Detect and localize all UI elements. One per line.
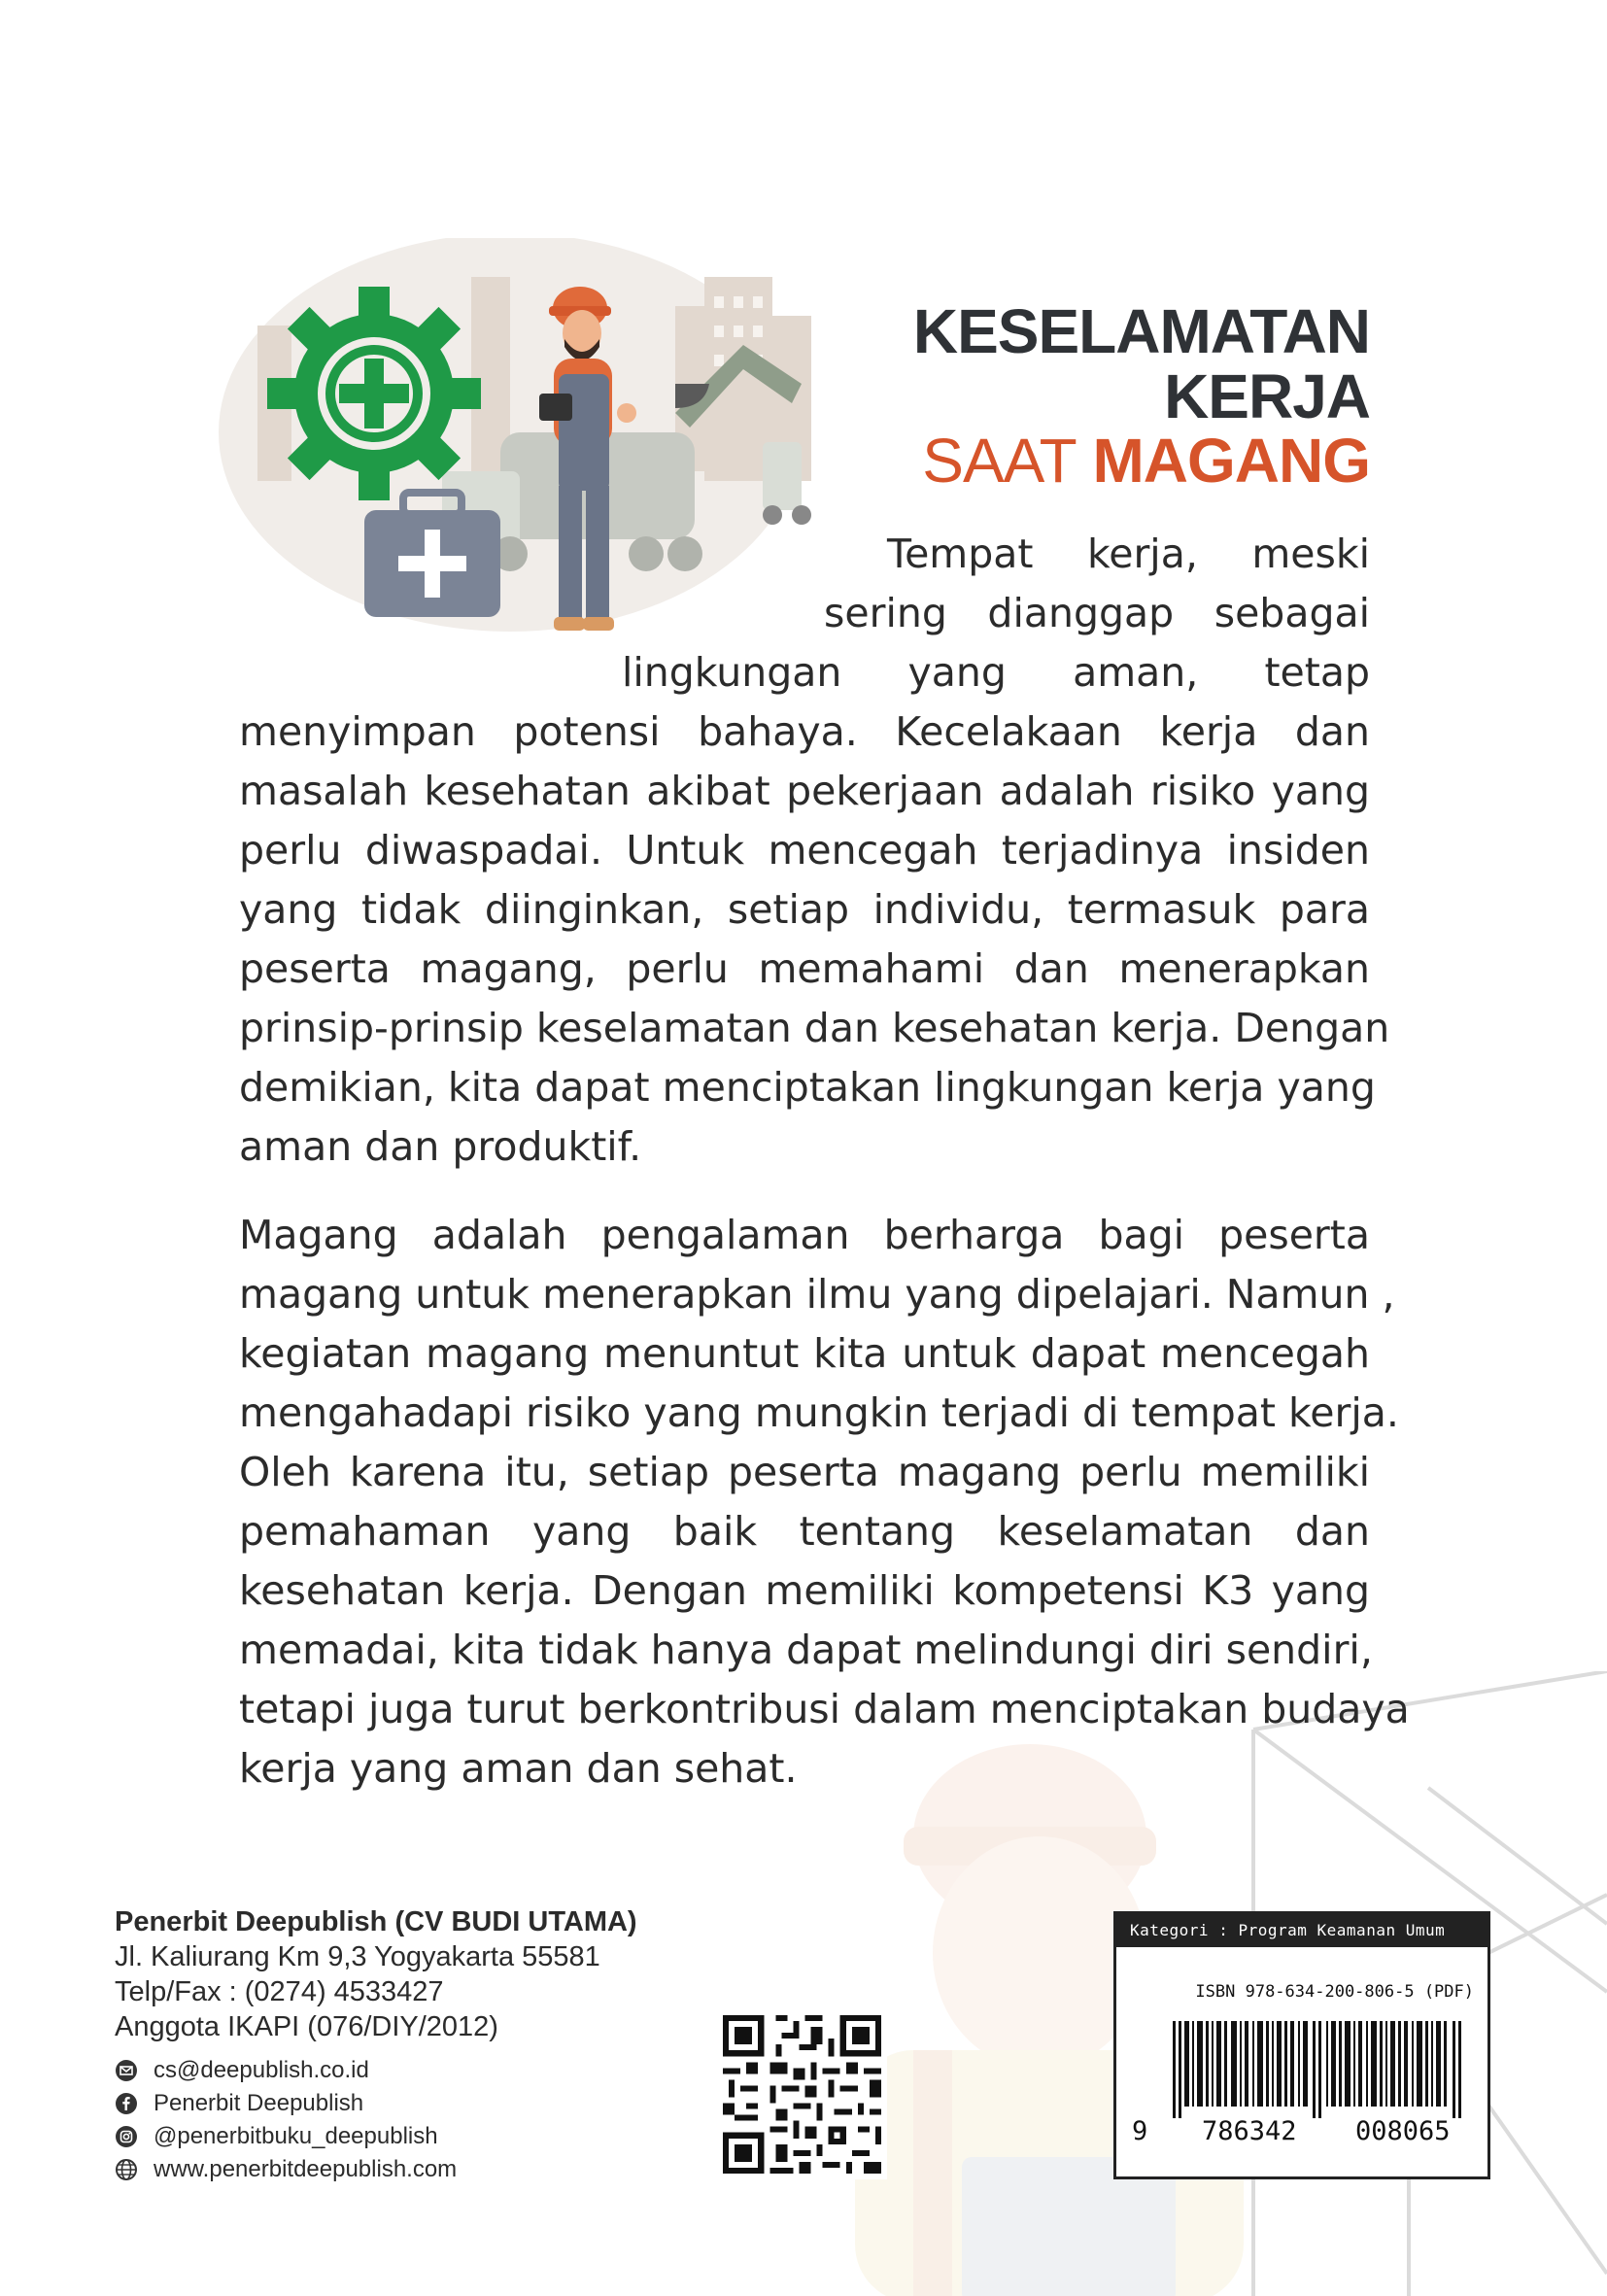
contact-facebook[interactable] [115, 2087, 637, 2120]
contact-instagram[interactable] [115, 2120, 637, 2153]
text-line: mengahadapi risiko yang mungkin terjadi di tempat kerja. [239, 1389, 1399, 1436]
contact-email-text: cs@deepublish.co.id [154, 2057, 369, 2083]
text-line: aman dan produktif. [239, 1123, 642, 1170]
globe-icon [115, 2158, 138, 2181]
contact-instagram-text: @penerbitbuku_deepublish [154, 2123, 438, 2149]
facebook-icon [115, 2092, 138, 2115]
text-line: kesehatan kerja. Dengan memiliki kompetensi K3 yang [239, 1567, 1370, 1614]
isbn-number: ISBN 978-634-200-806-5 (PDF) [1195, 1982, 1474, 2002]
email-icon [115, 2059, 138, 2082]
text-line: memadai, kita tidak hanya dapat melindungi diri sendiri, [239, 1627, 1373, 1673]
text-line: peserta magang, perlu memahami dan menerapkan [239, 945, 1370, 992]
text-line: Tempat kerja, meski [887, 531, 1370, 577]
isbn-barcode-box [1113, 1911, 1490, 2179]
instagram-icon [115, 2125, 138, 2148]
title-light-word: SAAT [922, 426, 1077, 497]
qr-code[interactable] [717, 2009, 887, 2179]
publisher-phone: Telp/Fax : (0274) 4533427 [115, 1976, 444, 2007]
contact-list [115, 2054, 637, 2186]
barcode-bars [1173, 2021, 1464, 2118]
text-line: menyimpan potensi bahaya. Kecelakaan kerja dan [239, 708, 1370, 755]
safety-gear-icon [267, 287, 481, 500]
text-line: masalah kesehatan akibat pekerjaan adalah risiko yang [239, 768, 1370, 814]
title-line-3 [913, 426, 1370, 497]
text-line: prinsip-prinsip keselamatan dan kesehatan kerja. Dengan [239, 1005, 1390, 1051]
title-line-1: KESELAMATAN [912, 296, 1370, 366]
publisher-address: Jl. Kaliurang Km 9,3 Yogyakarta 55581 [115, 1941, 600, 1972]
publisher-member: Anggota IKAPI (076/DIY/2012) [115, 2011, 498, 2042]
title-line-2: KERJA [1164, 360, 1370, 431]
title-bold-word: MAGANG [1092, 426, 1370, 497]
publisher-name: Penerbit Deepublish (CV BUDI UTAMA) [115, 1906, 637, 1937]
text-line: tetapi juga turut berkontribusi dalam menciptakan budaya [239, 1686, 1410, 1732]
text-line: kerja yang aman dan sehat. [239, 1745, 798, 1792]
book-title [912, 296, 1370, 497]
text-line: Oleh karena itu, setiap peserta magang perlu memiliki [239, 1449, 1370, 1495]
text-line: demikian, kita dapat menciptakan lingkungan kerja yang [239, 1064, 1376, 1111]
text-line: perlu diwaspadai. Untuk mencegah terjadinya insiden [239, 827, 1370, 874]
text-line: yang tidak diinginkan, setiap individu, termasuk para [239, 886, 1370, 933]
synopsis-paragraph-1 [239, 525, 1390, 1177]
text-line: sering dianggap sebagai [824, 590, 1370, 636]
isbn-category: Kategori : Program Keamanan Umum [1116, 1914, 1487, 1947]
synopsis-paragraph-2 [239, 1206, 1410, 1799]
contact-email[interactable] [115, 2054, 637, 2087]
barcode-digits-right: 008065 [1355, 2116, 1451, 2146]
text-line: pemahaman yang baik tentang keselamatan dan [239, 1508, 1370, 1555]
contact-website-text: www.penerbitdeepublish.com [154, 2156, 458, 2182]
text-line: magang untuk menerapkan ilmu yang dipelajari. Namun , [239, 1271, 1395, 1318]
barcode-digit-left: 9 [1132, 2116, 1148, 2146]
barcode-digits-mid: 786342 [1202, 2116, 1297, 2146]
text-line: Magang adalah pengalaman berharga bagi peserta [239, 1212, 1370, 1258]
text-line: lingkungan yang aman, tetap [622, 649, 1370, 696]
contact-website[interactable] [115, 2153, 637, 2186]
publisher-info [115, 1904, 637, 2186]
text-line: kegiatan magang menuntut kita untuk dapat mencegah [239, 1330, 1370, 1377]
contact-facebook-text: Penerbit Deepublish [154, 2090, 364, 2116]
